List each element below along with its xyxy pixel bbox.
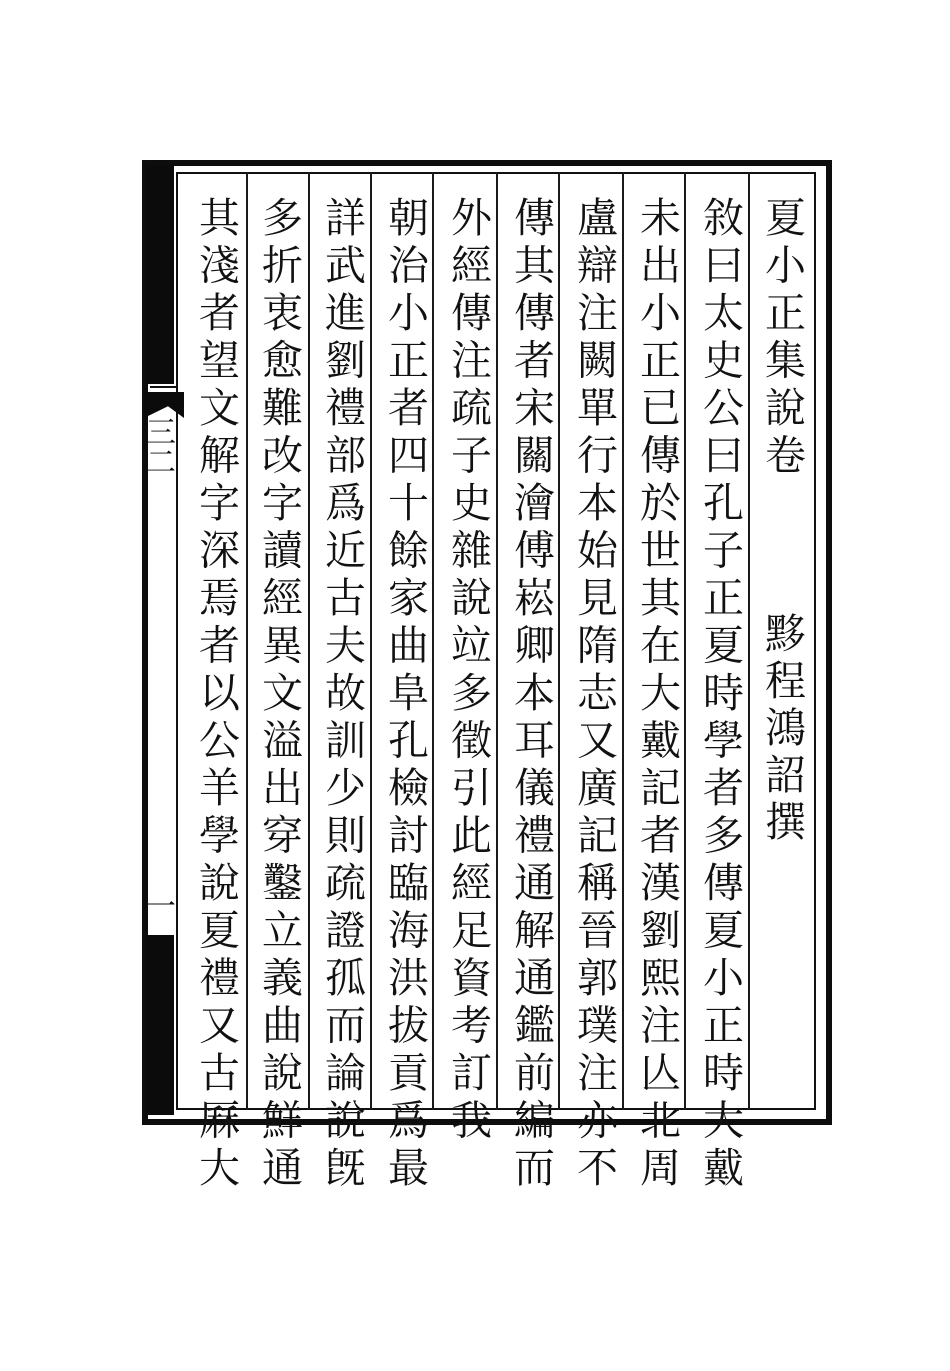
margin-band-top	[146, 166, 174, 384]
column-rule	[432, 172, 434, 1110]
author-line: 黟程鴻詔撰	[758, 612, 806, 847]
column-rule	[684, 172, 686, 1110]
gutter-line	[150, 386, 176, 388]
column-rule	[558, 172, 560, 1110]
column-rule	[496, 172, 498, 1110]
text-column-5: 外經傳注疏子史雜說竝多徵引此經足資考訂我	[444, 196, 492, 1146]
text-column-6: 朝治小正者四十餘家曲阜孔檢討臨海洪拔貢爲最	[381, 196, 429, 1194]
text-column-9: 其淺者望文解字深焉者以公羊學說夏禮又古厤大	[192, 196, 240, 1194]
text-column-3: 盧辯注闕單行本始見隋志又廣記稱晉郭璞注亦不	[570, 196, 618, 1194]
page-marker: 三二	[140, 416, 175, 476]
column-rule	[748, 172, 750, 1110]
text-column-8: 多折衷愈難改字讀經異文溢出穿鑿立義曲說鮮通	[255, 196, 303, 1194]
column-rule	[370, 172, 372, 1110]
text-column-7: 詳武進劉禮部爲近古夫故訓少則疏證孤而論說旣	[318, 196, 366, 1194]
text-column-1: 敘曰太史公曰孔子正夏時學者多傳夏小正時大戴	[696, 196, 744, 1194]
margin-band-bottom	[146, 935, 174, 1115]
column-rule	[246, 172, 248, 1110]
text-column-4: 傳其傳者宋關澮傅崧卿本耳儀禮通解通鑑前編而	[507, 196, 555, 1194]
title-column: 夏小正集說卷	[758, 196, 806, 481]
column-rule	[622, 172, 624, 1110]
text-column-2: 未出小正已傳於世其在大戴記者漢劉熙注亾北周	[633, 196, 681, 1194]
leaf-marker: 一	[140, 890, 175, 920]
column-rule	[308, 172, 310, 1110]
